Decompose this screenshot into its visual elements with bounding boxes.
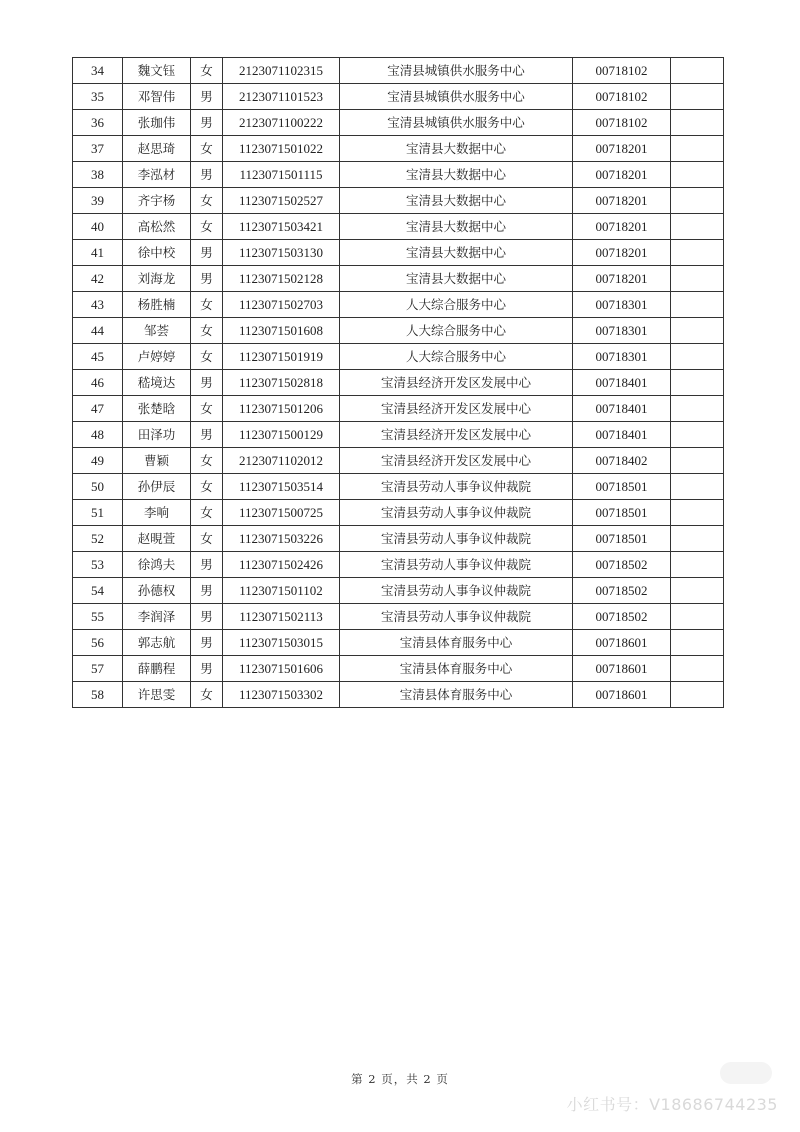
remark-cell	[671, 344, 724, 370]
table-row	[73, 318, 724, 344]
post-code-cell: 00718301	[573, 344, 671, 370]
exam-id-cell: 1123071502426	[223, 552, 340, 578]
exam-id-cell: 1123071502818	[223, 370, 340, 396]
gender-cell: 女	[191, 58, 223, 84]
unit-cell: 人大综合服务中心	[340, 344, 573, 370]
exam-id-cell: 1123071501608	[223, 318, 340, 344]
table-row	[73, 422, 724, 448]
remark-cell	[671, 188, 724, 214]
row-number: 53	[73, 552, 123, 578]
unit-cell: 宝清县劳动人事争议仲裁院	[340, 500, 573, 526]
post-code-cell: 00718402	[573, 448, 671, 474]
post-code-cell: 00718601	[573, 656, 671, 682]
row-number: 48	[73, 422, 123, 448]
exam-id-cell: 1123071502113	[223, 604, 340, 630]
gender-cell: 女	[191, 448, 223, 474]
name-cell: 田泽功	[123, 422, 191, 448]
gender-cell: 男	[191, 552, 223, 578]
gender-cell: 女	[191, 318, 223, 344]
remark-cell	[671, 318, 724, 344]
table-row	[73, 58, 724, 84]
table-row	[73, 370, 724, 396]
unit-cell: 宝清县大数据中心	[340, 240, 573, 266]
post-code-cell: 00718301	[573, 318, 671, 344]
unit-cell: 宝清县劳动人事争议仲裁院	[340, 474, 573, 500]
name-cell: 卢婷婷	[123, 344, 191, 370]
post-code-cell: 00718401	[573, 396, 671, 422]
exam-id-cell: 2123071100222	[223, 110, 340, 136]
post-code-cell: 00718501	[573, 474, 671, 500]
remark-cell	[671, 292, 724, 318]
gender-cell: 男	[191, 84, 223, 110]
name-cell: 魏文钰	[123, 58, 191, 84]
remark-cell	[671, 136, 724, 162]
watermark-text: 小红书号：V18686744235	[566, 1095, 778, 1114]
roster-table	[72, 57, 724, 708]
name-cell: 李泓材	[123, 162, 191, 188]
row-number: 51	[73, 500, 123, 526]
name-cell: 赵思琦	[123, 136, 191, 162]
remark-cell	[671, 240, 724, 266]
name-cell: 张珈伟	[123, 110, 191, 136]
remark-cell	[671, 526, 724, 552]
row-number: 56	[73, 630, 123, 656]
name-cell: 徐鸿夫	[123, 552, 191, 578]
remark-cell	[671, 448, 724, 474]
table-row	[73, 162, 724, 188]
row-number: 38	[73, 162, 123, 188]
unit-cell: 宝清县劳动人事争议仲裁院	[340, 526, 573, 552]
name-cell: 许思雯	[123, 682, 191, 708]
name-cell: 刘海龙	[123, 266, 191, 292]
remark-cell	[671, 370, 724, 396]
exam-id-cell: 2123071102315	[223, 58, 340, 84]
row-number: 39	[73, 188, 123, 214]
row-number: 34	[73, 58, 123, 84]
exam-id-cell: 2123071102012	[223, 448, 340, 474]
remark-cell	[671, 58, 724, 84]
gender-cell: 女	[191, 474, 223, 500]
name-cell: 李响	[123, 500, 191, 526]
unit-cell: 宝清县劳动人事争议仲裁院	[340, 578, 573, 604]
table-row	[73, 682, 724, 708]
row-number: 58	[73, 682, 123, 708]
table-row	[73, 396, 724, 422]
name-cell: 曹颖	[123, 448, 191, 474]
gender-cell: 男	[191, 578, 223, 604]
table-row	[73, 604, 724, 630]
post-code-cell: 00718502	[573, 552, 671, 578]
unit-cell: 宝清县经济开发区发展中心	[340, 370, 573, 396]
row-number: 45	[73, 344, 123, 370]
remark-cell	[671, 630, 724, 656]
exam-id-cell: 1123071501102	[223, 578, 340, 604]
table-row	[73, 448, 724, 474]
gender-cell: 女	[191, 526, 223, 552]
exam-id-cell: 1123071503226	[223, 526, 340, 552]
remark-cell	[671, 162, 724, 188]
unit-cell: 宝清县经济开发区发展中心	[340, 396, 573, 422]
table-row	[73, 136, 724, 162]
post-code-cell: 00718201	[573, 188, 671, 214]
remark-cell	[671, 422, 724, 448]
remark-cell	[671, 500, 724, 526]
row-number: 35	[73, 84, 123, 110]
unit-cell: 宝清县大数据中心	[340, 266, 573, 292]
gender-cell: 男	[191, 240, 223, 266]
unit-cell: 宝清县城镇供水服务中心	[340, 84, 573, 110]
exam-id-cell: 1123071501115	[223, 162, 340, 188]
post-code-cell: 00718102	[573, 110, 671, 136]
unit-cell: 宝清县大数据中心	[340, 162, 573, 188]
row-number: 41	[73, 240, 123, 266]
table-row	[73, 474, 724, 500]
remark-cell	[671, 656, 724, 682]
page-number: 第 2 页，共 2 页	[351, 1072, 449, 1086]
gender-cell: 男	[191, 656, 223, 682]
watermark-logo-icon	[720, 1062, 772, 1084]
table-row	[73, 214, 724, 240]
gender-cell: 男	[191, 604, 223, 630]
post-code-cell: 00718501	[573, 500, 671, 526]
table-row	[73, 630, 724, 656]
exam-id-cell: 1123071501919	[223, 344, 340, 370]
table-row	[73, 526, 724, 552]
gender-cell: 女	[191, 500, 223, 526]
gender-cell: 男	[191, 266, 223, 292]
exam-id-cell: 1123071503015	[223, 630, 340, 656]
row-number: 49	[73, 448, 123, 474]
row-number: 42	[73, 266, 123, 292]
row-number: 44	[73, 318, 123, 344]
name-cell: 邓智伟	[123, 84, 191, 110]
table-row	[73, 292, 724, 318]
table-row	[73, 500, 724, 526]
exam-id-cell: 1123071501206	[223, 396, 340, 422]
row-number: 37	[73, 136, 123, 162]
name-cell: 高松然	[123, 214, 191, 240]
row-number: 52	[73, 526, 123, 552]
row-number: 54	[73, 578, 123, 604]
name-cell: 薛鹏程	[123, 656, 191, 682]
remark-cell	[671, 84, 724, 110]
name-cell: 齐宇杨	[123, 188, 191, 214]
unit-cell: 宝清县体育服务中心	[340, 682, 573, 708]
unit-cell: 人大综合服务中心	[340, 318, 573, 344]
post-code-cell: 00718201	[573, 214, 671, 240]
post-code-cell: 00718501	[573, 526, 671, 552]
post-code-cell: 00718601	[573, 630, 671, 656]
name-cell: 徐中校	[123, 240, 191, 266]
post-code-cell: 00718401	[573, 422, 671, 448]
name-cell: 郭志航	[123, 630, 191, 656]
unit-cell: 宝清县劳动人事争议仲裁院	[340, 604, 573, 630]
name-cell: 张楚晗	[123, 396, 191, 422]
name-cell: 邹荟	[123, 318, 191, 344]
unit-cell: 宝清县大数据中心	[340, 188, 573, 214]
gender-cell: 男	[191, 162, 223, 188]
remark-cell	[671, 682, 724, 708]
post-code-cell: 00718502	[573, 578, 671, 604]
post-code-cell: 00718201	[573, 136, 671, 162]
table-row	[73, 110, 724, 136]
row-number: 36	[73, 110, 123, 136]
post-code-cell: 00718601	[573, 682, 671, 708]
exam-id-cell: 1123071502703	[223, 292, 340, 318]
table-row	[73, 188, 724, 214]
post-code-cell: 00718201	[573, 162, 671, 188]
gender-cell: 女	[191, 214, 223, 240]
post-code-cell: 00718401	[573, 370, 671, 396]
post-code-cell: 00718102	[573, 58, 671, 84]
table-row	[73, 578, 724, 604]
exam-id-cell: 2123071101523	[223, 84, 340, 110]
exam-id-cell: 1123071503421	[223, 214, 340, 240]
post-code-cell: 00718201	[573, 266, 671, 292]
unit-cell: 宝清县劳动人事争议仲裁院	[340, 552, 573, 578]
exam-id-cell: 1123071503514	[223, 474, 340, 500]
unit-cell: 人大综合服务中心	[340, 292, 573, 318]
unit-cell: 宝清县体育服务中心	[340, 656, 573, 682]
gender-cell: 女	[191, 682, 223, 708]
remark-cell	[671, 214, 724, 240]
table-row	[73, 552, 724, 578]
exam-id-cell: 1123071501022	[223, 136, 340, 162]
unit-cell: 宝清县城镇供水服务中心	[340, 110, 573, 136]
post-code-cell: 00718102	[573, 84, 671, 110]
table-row	[73, 344, 724, 370]
exam-id-cell: 1123071500129	[223, 422, 340, 448]
name-cell: 赵晛萱	[123, 526, 191, 552]
gender-cell: 男	[191, 422, 223, 448]
remark-cell	[671, 604, 724, 630]
gender-cell: 女	[191, 136, 223, 162]
gender-cell: 女	[191, 396, 223, 422]
name-cell: 嵇境达	[123, 370, 191, 396]
row-number: 47	[73, 396, 123, 422]
row-number: 57	[73, 656, 123, 682]
table-row	[73, 240, 724, 266]
unit-cell: 宝清县大数据中心	[340, 214, 573, 240]
table-row	[73, 84, 724, 110]
remark-cell	[671, 266, 724, 292]
gender-cell: 女	[191, 292, 223, 318]
unit-cell: 宝清县体育服务中心	[340, 630, 573, 656]
gender-cell: 男	[191, 630, 223, 656]
unit-cell: 宝清县经济开发区发展中心	[340, 448, 573, 474]
row-number: 55	[73, 604, 123, 630]
name-cell: 李润泽	[123, 604, 191, 630]
row-number: 40	[73, 214, 123, 240]
row-number: 43	[73, 292, 123, 318]
exam-id-cell: 1123071501606	[223, 656, 340, 682]
post-code-cell: 00718301	[573, 292, 671, 318]
unit-cell: 宝清县城镇供水服务中心	[340, 58, 573, 84]
remark-cell	[671, 396, 724, 422]
remark-cell	[671, 474, 724, 500]
post-code-cell: 00718201	[573, 240, 671, 266]
remark-cell	[671, 578, 724, 604]
exam-id-cell: 1123071502527	[223, 188, 340, 214]
exam-id-cell: 1123071503302	[223, 682, 340, 708]
unit-cell: 宝清县大数据中心	[340, 136, 573, 162]
gender-cell: 男	[191, 370, 223, 396]
table-row	[73, 266, 724, 292]
gender-cell: 女	[191, 344, 223, 370]
remark-cell	[671, 552, 724, 578]
row-number: 50	[73, 474, 123, 500]
unit-cell: 宝清县经济开发区发展中心	[340, 422, 573, 448]
exam-id-cell: 1123071502128	[223, 266, 340, 292]
roster-body	[73, 58, 724, 708]
exam-id-cell: 1123071500725	[223, 500, 340, 526]
table-row	[73, 656, 724, 682]
name-cell: 孙德权	[123, 578, 191, 604]
exam-id-cell: 1123071503130	[223, 240, 340, 266]
row-number: 46	[73, 370, 123, 396]
post-code-cell: 00718502	[573, 604, 671, 630]
gender-cell: 女	[191, 188, 223, 214]
remark-cell	[671, 110, 724, 136]
gender-cell: 男	[191, 110, 223, 136]
name-cell: 孙伊辰	[123, 474, 191, 500]
name-cell: 杨胜楠	[123, 292, 191, 318]
